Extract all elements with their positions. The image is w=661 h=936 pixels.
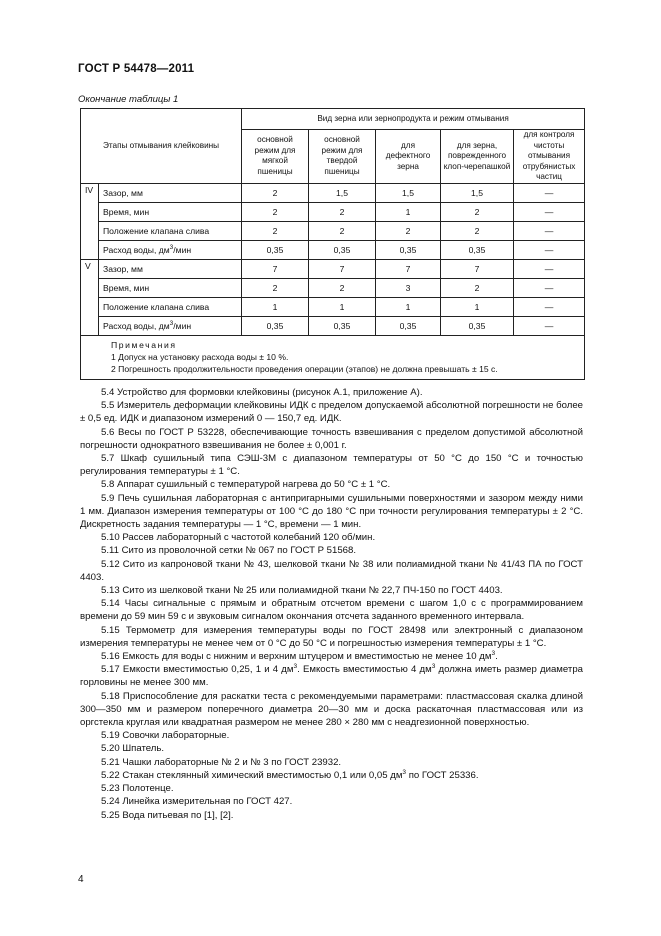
- table-cell: 7: [441, 259, 514, 278]
- table-row: [81, 278, 585, 297]
- table-cell: 7: [242, 259, 309, 278]
- table-cell: 0,35: [376, 316, 441, 335]
- table-cell: 2: [242, 278, 309, 297]
- paragraph: 5.17 Емкости вместимостью 0,25, 1 и 4 $дм^3$. Емкость вместимостью 4 $дм^3$ должна иметь размер диаметра горловины не менее 300 мм.: [80, 663, 583, 689]
- column-header-soft-wheat: основной режим для мягкой пшеницы: [242, 130, 309, 184]
- table-cell: 2: [441, 278, 514, 297]
- table-row: [81, 183, 585, 202]
- document-header: ГОСТ Р 54478—2011: [78, 63, 195, 75]
- notes-title: Примечания: [111, 339, 177, 350]
- table-row: [81, 259, 585, 278]
- table-row: [81, 297, 585, 316]
- table-row: [81, 240, 585, 259]
- document-body: [80, 386, 583, 822]
- note-item: 2 Погрешность продолжительности проведения операции (этапов) не должна превышать ± 15 с.: [111, 363, 498, 374]
- table-row: [81, 221, 585, 240]
- table-cell: —: [514, 202, 585, 221]
- paragraph: 5.14 Часы сигнальные с прямым и обратным отсчетом времени с шагом 1,0 с с программированием времени до 59 мин 59 с и звуковым сигналом окончания отсчета заданного временного интервала.: [80, 598, 583, 623]
- column-header-defective-grain: для дефектного зерна: [376, 130, 441, 184]
- table-cell: 1,5: [441, 183, 514, 202]
- paragraph: 5.10 Рассев лабораторный с частотой колебаний 120 об/мин.: [101, 532, 376, 544]
- paragraph: 5.6 Весы по ГОСТ Р 53228, обеспечивающие точность взвешивания с пределом допустимой абсолютной погрешности однократного взвешивания не более ± 0,001 г.: [80, 426, 583, 451]
- grain-type-group-header: Вид зерна или зернопродукта и режим отмывания: [242, 109, 585, 130]
- table-cell: 2: [441, 202, 514, 221]
- paragraph: 5.19 Совочки лабораторные.: [101, 730, 230, 742]
- table-cell: 3: [376, 278, 441, 297]
- paragraph: 5.5 Измеритель деформации клейковины ИДК с пределом допускаемой абсолютной погрешности не более ± 0,5 ед. ИДК и диапазоном измерений 0 — 150,7 ед. ИДК.: [80, 400, 583, 425]
- table-cell: —: [514, 259, 585, 278]
- paragraph: 5.12 Сито из капроновой ткани № 43, шелковой ткани № 38 или полиамидной ткани № 41/43 ПА по ГОСТ 4403.: [80, 558, 583, 583]
- table-cell: —: [514, 278, 585, 297]
- paragraph: 5.16 Емкость для воды с нижним и верхним штуцером и вместимостью не менее 10 $дм^3$.: [101, 650, 498, 663]
- table-row: [81, 316, 585, 335]
- table-cell: 0,35: [309, 316, 376, 335]
- table-notes: [81, 335, 585, 379]
- paragraph: 5.24 Линейка измерительная по ГОСТ 427.: [101, 796, 293, 808]
- table-cell: —: [514, 316, 585, 335]
- table-cell: —: [514, 183, 585, 202]
- page-number: 4: [78, 874, 84, 885]
- table-cell: 1: [309, 297, 376, 316]
- table-cell: 1: [376, 202, 441, 221]
- note-item: 1 Допуск на установку расхода воды ± 10 %.: [111, 351, 289, 362]
- table-cell: 1,5: [309, 183, 376, 202]
- table-cell: 2: [242, 221, 309, 240]
- paragraph: 5.23 Полотенце.: [101, 783, 174, 795]
- column-header-bug-damaged-grain: для зерна, поврежденного клоп-черепашкой: [441, 130, 514, 184]
- paragraph: 5.18 Приспособление для раскатки теста с рекомендуемыми параметрами: пластмассовая скалка длиной 300—350 мм и размером поперечного диаметра 20—30 мм и доска раскаточная пластмассовая или из оргстекла круглая или квадратная размером не менее 280 × 280 мм с неадгезионной поверхностью.: [80, 690, 583, 729]
- table-cell: 0,35: [309, 240, 376, 259]
- row-label: Зазор, мм: [99, 183, 242, 202]
- paragraph: 5.22 Стакан стеклянный химический вместимостью 0,1 или 0,05 $дм^3$ по ГОСТ 25336.: [101, 768, 479, 781]
- column-header-durum-wheat: основной режим для твердой пшеницы: [309, 130, 376, 184]
- table-cell: 2: [309, 202, 376, 221]
- paragraph: 5.15 Термометр для измерения температуры воды по ГОСТ 28498 или электронный с диапазоном измерения температуры не менее чем от 0 °С до 50 °С и погрешностью измерения температуры ± 1 °С.: [80, 624, 583, 649]
- paragraph: 5.20 Шпатель.: [101, 743, 165, 755]
- table-cell: 7: [376, 259, 441, 278]
- table-cell: —: [514, 297, 585, 316]
- stage-column-header: Этапы отмывания клейковины: [81, 109, 242, 184]
- table-cell: 2: [242, 183, 309, 202]
- table-row: [81, 202, 585, 221]
- table-caption: Окончание таблицы 1: [78, 94, 179, 105]
- row-label: Зазор, мм: [99, 259, 242, 278]
- table-cell: —: [514, 221, 585, 240]
- column-header-bran-control: для контроля чистоты отмывания отрубянистых частиц: [514, 130, 585, 184]
- paragraph: 5.8 Аппарат сушильный с температурой нагрева до 50 °С ± 1 °С.: [101, 479, 391, 491]
- table-cell: 1,5: [376, 183, 441, 202]
- table-cell: 0,35: [376, 240, 441, 259]
- row-label: Расход воды, $дм^3$/мин: [99, 240, 242, 259]
- paragraph: 5.4 Устройство для формовки клейковины (рисунок А.1, приложение А).: [101, 387, 423, 398]
- paragraph: 5.11 Сито из проволочной сетки № 067 по ГОСТ Р 51568.: [101, 545, 357, 557]
- paragraph: 5.21 Чашки лабораторные № 2 и № 3 по ГОСТ 23932.: [101, 756, 342, 768]
- table-cell: 2: [309, 221, 376, 240]
- table-cell: 0,35: [242, 316, 309, 335]
- row-label: Положение клапана слива: [99, 297, 242, 316]
- table-cell: —: [514, 240, 585, 259]
- washing-modes-table: [80, 108, 585, 380]
- table-cell: 0,35: [441, 240, 514, 259]
- stage-number: IV: [81, 183, 99, 259]
- table-cell: 2: [376, 221, 441, 240]
- paragraph: 5.25 Вода питьевая по [1], [2].: [101, 809, 234, 821]
- stage-number: V: [81, 259, 99, 335]
- table-cell: 7: [309, 259, 376, 278]
- table-cell: 1: [376, 297, 441, 316]
- table-cell: 2: [309, 278, 376, 297]
- table-cell: 2: [441, 221, 514, 240]
- table-cell: 0,35: [441, 316, 514, 335]
- paragraph: 5.13 Сито из шелковой ткани № 25 или полиамидной ткани № 22,7 ПЧ-150 по ГОСТ 4403.: [101, 585, 503, 597]
- row-label: Время, мин: [99, 202, 242, 221]
- paragraph: 5.9 Печь сушильная лабораторная с антипригарными сушильными поверхностями и зазором между ними 1 мм. Диапазон измерения температуры от 100 °С до 180 °С при точности регулирования температуры ± 2 °С. Дискретность задания температуры — 1 °С, времени — 1 мин.: [80, 492, 583, 531]
- table-cell: 1: [242, 297, 309, 316]
- row-label: Расход воды, $дм^3$/мин: [99, 316, 242, 335]
- row-label: Положение клапана слива: [99, 221, 242, 240]
- table-cell: 1: [441, 297, 514, 316]
- table-cell: 2: [242, 202, 309, 221]
- row-label: Время, мин: [99, 278, 242, 297]
- paragraph: 5.7 Шкаф сушильный типа СЭШ-3М с диапазоном температуры от 50 °С до 150 °С и точностью регулирования температуры ± 1 °С.: [80, 453, 583, 478]
- table-cell: 0,35: [242, 240, 309, 259]
